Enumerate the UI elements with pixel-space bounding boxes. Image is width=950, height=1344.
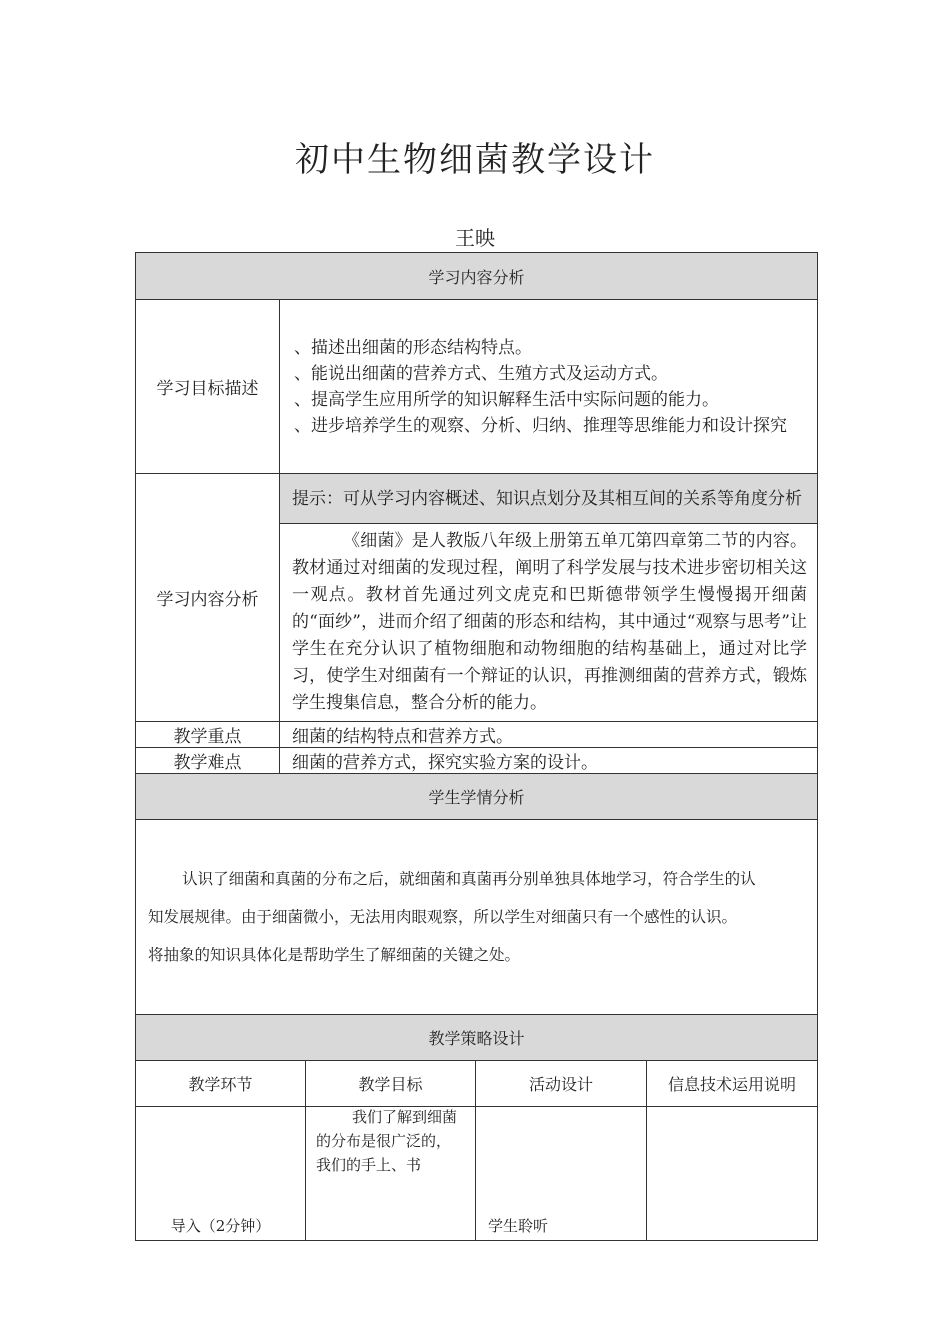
student-analysis-line: 认识了细菌和真菌的分布之后，就细菌和真菌再分别单独具体地学习，符合学生的认 — [182, 870, 756, 888]
difficult-point-label: 教学难点 — [136, 748, 280, 774]
difficult-point-value: 细菌的营养方式，探究实验方案的设计。 — [280, 748, 818, 774]
content-analysis-body — [280, 524, 818, 722]
stage-intro: 导入（2分钟） — [170, 1217, 271, 1235]
learning-goal-item: 、描述出细菌的形态结构特点。 — [294, 337, 532, 358]
learning-goals-list — [280, 300, 818, 474]
activity-cell — [476, 1107, 647, 1241]
goal-text-line: 我们的手上、书 — [316, 1156, 422, 1174]
key-point-label: 教学重点 — [136, 722, 280, 748]
section-header-content-analysis: 学习内容分析 — [136, 253, 818, 300]
author-name: 王映 — [455, 226, 495, 250]
section-header-strategy: 教学策略设计 — [136, 1015, 818, 1061]
tech-cell — [647, 1107, 818, 1241]
learning-goals-label: 学习目标描述 — [136, 300, 280, 474]
section-header-student-analysis: 学生学情分析 — [136, 774, 818, 820]
column-header-activity: 活动设计 — [476, 1061, 647, 1107]
learning-goal-item: 、能说出细菌的营养方式、生殖方式及运动方式。 — [294, 363, 668, 384]
lesson-design-table — [135, 252, 818, 1241]
learning-goal-item: 、进步培养学生的观察、分析、归纳、推理等思维能力和设计探究 — [294, 415, 787, 436]
student-analysis-body — [136, 820, 818, 1015]
goal-text-line: 的分布是很广泛的， — [316, 1132, 452, 1150]
student-analysis-line: 将抽象的知识具体化是帮助学生了解细菌的关键之处。 — [148, 946, 521, 964]
content-analysis-text: 《细菌》是人教版八年级上册第五单兀第四章第二节的内容。教材通过对细菌的发现过程，阐明了科学发展与技术进步密切相关这一观点。教材首先通过列文虎克和巴斯德带领学生慢慢揭开细菌的“面纱”，进而介绍了细菌的形态和结构，其中通过“观察与思考”让学生在充分认识了植物细胞和动物细胞的结构基础上，通过对比学习，使学生对细菌有一个辩证的认识，再推测细菌的营养方式，锻炼学生搜集信息，整合分析的能力。 — [292, 531, 808, 713]
content-analysis-hint: 提示：可从学习内容概述、知识点划分及其相互间的关系等角度分析 — [280, 474, 818, 524]
column-header-stage: 教学环节 — [136, 1061, 306, 1107]
student-analysis-line: 知发展规律。由于细菌微小，无法用肉眼观察，所以学生对细菌只有一个感性的认识。 — [148, 908, 738, 926]
column-header-tech: 信息技术运用说明 — [647, 1061, 818, 1107]
activity-text: 学生聆听 — [488, 1217, 549, 1235]
document-title: 初中生物细菌教学设计 — [295, 140, 655, 180]
key-point-value: 细菌的结构特点和营养方式。 — [280, 722, 818, 748]
stage-cell — [136, 1107, 306, 1241]
goal-cell — [306, 1107, 476, 1241]
learning-goal-item: 、提高学生应用所学的知识解释生活中实际问题的能力。 — [294, 389, 719, 410]
goal-text-line: 我们了解到细菌 — [352, 1108, 458, 1126]
column-header-goal: 教学目标 — [306, 1061, 476, 1107]
content-analysis-label: 学习内容分析 — [136, 474, 280, 722]
